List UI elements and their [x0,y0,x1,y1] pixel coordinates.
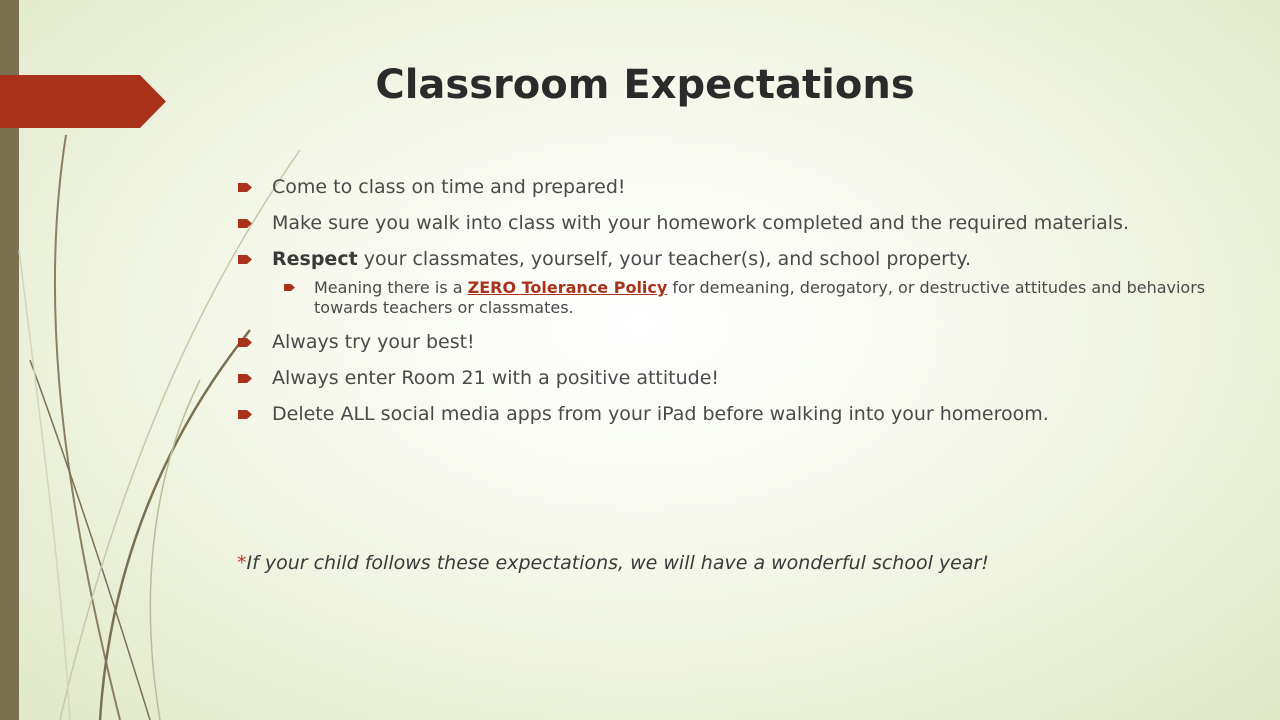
bullet-text: Always enter Room 21 with a positive attitude! [272,367,720,389]
arrow-bullet-icon [238,182,252,193]
bullet-text: your classmates, yourself, your teacher(s), and school property. [357,248,972,270]
arrow-bullet-icon [238,409,252,420]
arrow-bullet-icon [238,254,252,265]
list-item [238,367,1238,390]
footer-text: If your child follows these expectations, we will have a wonderful school year! [246,552,989,574]
bullet-text: Delete ALL social media apps from your iPad before walking into your homeroom. [272,403,1049,425]
bullet-text: Always try your best! [272,331,475,353]
title-accent-tab [0,75,166,128]
zero-tolerance-policy-link[interactable]: ZERO Tolerance Policy [467,278,668,297]
bullet-text: Make sure you walk into class with your homework completed and the required materials. [272,212,1129,234]
arrow-bullet-icon [284,283,295,292]
arrow-bullet-icon [238,373,252,384]
bullet-text: Come to class on time and prepared! [272,176,626,198]
sub-list-item [238,278,1238,318]
footer-note [237,552,989,574]
slide-title: Classroom Expectations [375,62,915,108]
arrow-bullet-icon [238,218,252,229]
list-item [238,176,1238,199]
list-item [238,248,1238,271]
sub-bullet-text-after: for demeaning, derogatory, or destructive attitudes and behaviors towards teachers or classmates. [314,278,1206,317]
bullet-bold-word: Respect [272,248,358,270]
list-item [238,403,1238,426]
sub-bullet-text-before: Meaning there is a [314,278,468,297]
arrow-bullet-icon [238,337,252,348]
list-item [238,212,1238,235]
footer-asterisk: * [237,552,247,574]
list-item [238,331,1238,354]
bullet-list [238,176,1238,439]
